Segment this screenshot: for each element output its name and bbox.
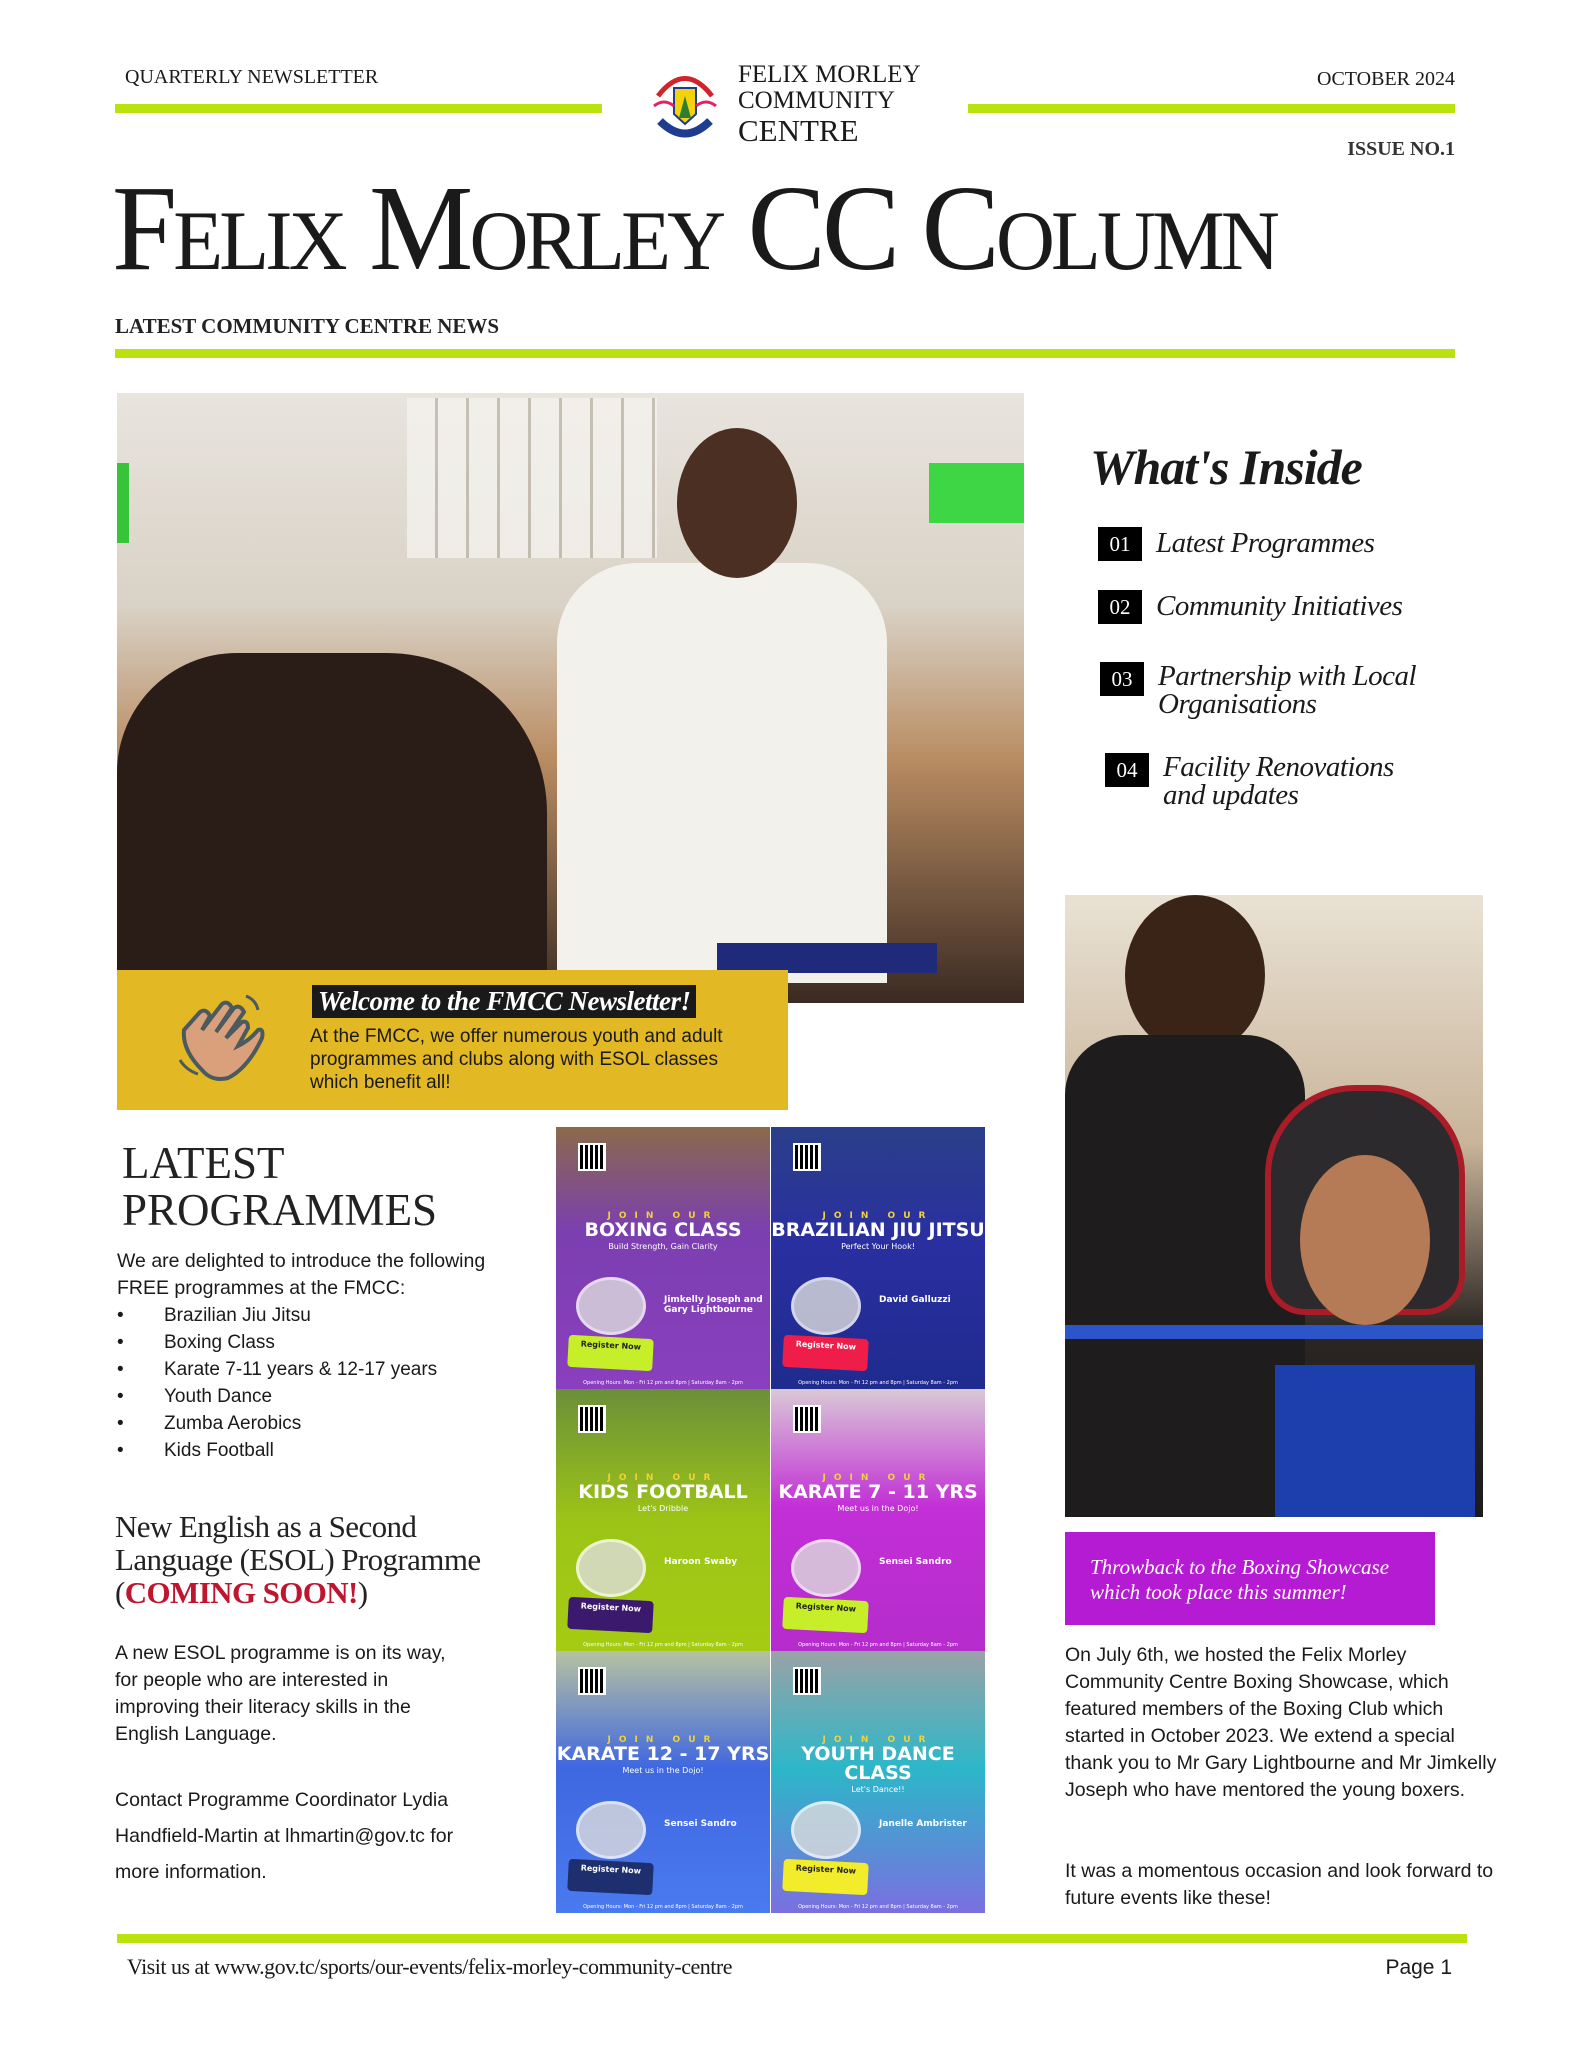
programme-flyer: [556, 1651, 770, 1913]
esol-contact: Contact Programme Coordinator Lydia Handfield-Martin at lhmartin@gov.tc for more information.: [115, 1789, 454, 1883]
logo-line: FELIX MORLEY: [738, 61, 921, 88]
flyer-join: JOIN OUR: [607, 1735, 719, 1745]
flyer-hours: Opening Hours: Mon - Fri 12 pm and 8pm | Saturday 8am - 2pm: [583, 1642, 743, 1648]
toc-label: Latest Programmes: [1156, 527, 1375, 559]
flyer-join: JOIN OUR: [822, 1735, 934, 1745]
logo-line: COMMUNITY: [738, 87, 895, 114]
flyer-instructor: Sensei Sandro: [664, 1819, 737, 1829]
flyer-photo: [576, 1539, 646, 1597]
flyer-title: KARATE 7 - 11 YRS: [778, 1481, 978, 1503]
toc-number: 01: [1098, 527, 1142, 561]
flyer-register: Register Now: [782, 1859, 869, 1895]
flyer-hours: Opening Hours: Mon - Fri 12 pm and 8pm | Saturday 8am - 2pm: [798, 1904, 958, 1910]
whats-inside-title: What's Inside: [1090, 439, 1362, 495]
flyer-hours: Opening Hours: Mon - Fri 12 pm and 8pm | Saturday 8am - 2pm: [583, 1904, 743, 1910]
programme-flyer: [556, 1389, 770, 1651]
footer-link[interactable]: Visit us at www.gov.tc/sports/our-events/felix-morley-community-centre: [127, 1954, 732, 1979]
page-number: Page 1: [1385, 1956, 1452, 1979]
welcome-heading: Welcome to the FMCC Newsletter!: [312, 985, 696, 1018]
esol-text: A new ESOL programme is on its way, for people who are interested in improving their literacy skills in the English Language.: [115, 1642, 446, 1745]
list-item: • Kids Football: [117, 1440, 274, 1461]
flyer-register: Register Now: [567, 1597, 654, 1633]
flyer-tagline: Meet us in the Dojo!: [622, 1766, 704, 1775]
qr-code-icon: [793, 1405, 821, 1433]
issue-number: ISSUE NO.1: [1347, 138, 1455, 160]
newsletter-label: QUARTERLY NEWSLETTER: [125, 66, 379, 88]
divider: [115, 104, 602, 113]
toc-item[interactable]: [1098, 527, 1374, 561]
flyer-register: Register Now: [567, 1859, 654, 1895]
qr-code-icon: [793, 1667, 821, 1695]
programmes-title-line: LATEST: [122, 1138, 285, 1188]
flyer-photo: [791, 1801, 861, 1859]
flyer-hours: Opening Hours: Mon - Fri 12 pm and 8pm | Saturday 8am - 2pm: [798, 1380, 958, 1386]
programme-flyer: [556, 1127, 770, 1389]
qr-code-icon: [578, 1143, 606, 1171]
list-item: • Brazilian Jiu Jitsu: [117, 1305, 311, 1326]
flyer-join: JOIN OUR: [822, 1473, 934, 1483]
welcome-text: At the FMCC, we offer numerous youth and adult programmes and clubs along with ESOL classes which benefit all!: [310, 1026, 723, 1093]
flyer-instructor: David Galluzzi: [879, 1295, 951, 1305]
programmes-title-line: PROGRAMMES: [122, 1185, 438, 1235]
flyer-photo: [791, 1277, 861, 1335]
programmes-title: [122, 1140, 437, 1234]
flyer-title: YOUTH DANCE CLASS: [801, 1743, 955, 1784]
divider: [115, 349, 1455, 358]
divider: [968, 104, 1455, 113]
programmes-intro: We are delighted to introduce the following FREE programmes at the FMCC:: [117, 1250, 486, 1299]
programme-flyer: [771, 1389, 985, 1651]
programme-flyer: [771, 1651, 985, 1913]
flyer-hours: Opening Hours: Mon - Fri 12 pm and 8pm | Saturday 8am - 2pm: [798, 1642, 958, 1648]
coming-soon-label: COMING SOON!: [124, 1575, 358, 1610]
boxing-closing: It was a momentous occasion and look forward to future events like these!: [1065, 1860, 1494, 1909]
flyer-instructor: Jimkelly Joseph and Gary Lightbourne: [664, 1295, 763, 1315]
flyer-photo: [791, 1539, 861, 1597]
waving-hand-icon: [172, 990, 272, 1095]
toc-label: Facility Renovations and updates: [1163, 751, 1394, 811]
flyer-tagline: Meet us in the Dojo!: [837, 1504, 919, 1513]
flyer-tagline: Perfect Your Hook!: [841, 1242, 915, 1251]
section-subtitle: LATEST COMMUNITY CENTRE NEWS: [115, 314, 500, 338]
toc-number: 04: [1105, 753, 1149, 787]
logo-line: CENTRE: [738, 113, 859, 148]
toc-label: Partnership with Local Organisations: [1158, 660, 1417, 720]
toc-number: 03: [1100, 662, 1144, 696]
toc-label: Community Initiatives: [1156, 590, 1403, 622]
toc-item[interactable]: [1098, 590, 1402, 624]
flyer-join: JOIN OUR: [607, 1211, 719, 1221]
logo-emblem: [650, 66, 720, 142]
boxing-showcase-photo: [1065, 895, 1483, 1517]
qr-code-icon: [793, 1143, 821, 1171]
flyer-register: Register Now: [567, 1335, 654, 1371]
flyer-register: Register Now: [782, 1597, 869, 1633]
programme-flyer: [771, 1127, 985, 1389]
flyer-title: BOXING CLASS: [584, 1219, 742, 1241]
boxing-caption: Throwback to the Boxing Showcase which took place this summer!: [1065, 1532, 1435, 1625]
flyer-tagline: Let's Dance!!: [851, 1785, 905, 1794]
page-title: Felix Morley CC Column: [112, 161, 1276, 296]
flyer-register: Register Now: [782, 1335, 869, 1371]
flyer-title: BRAZILIAN JIU JITSU: [771, 1219, 985, 1241]
list-item: • Boxing Class: [117, 1332, 275, 1353]
toc-item[interactable]: [1100, 662, 1418, 718]
list-item: • Karate 7-11 years & 12-17 years: [117, 1359, 438, 1380]
welcome-banner: [117, 970, 788, 1110]
qr-code-icon: [578, 1405, 606, 1433]
list-item: • Zumba Aerobics: [117, 1413, 302, 1434]
flyer-title: KIDS FOOTBALL: [578, 1481, 748, 1503]
flyer-join: JOIN OUR: [607, 1473, 719, 1483]
flyer-join: JOIN OUR: [822, 1211, 934, 1221]
flyer-instructor: Sensei Sandro: [879, 1557, 952, 1567]
toc-item[interactable]: [1105, 753, 1423, 809]
qr-code-icon: [578, 1667, 606, 1695]
flyer-hours: Opening Hours: Mon - Fri 12 pm and 8pm | Saturday 8am - 2pm: [583, 1380, 743, 1386]
flyer-instructor: Haroon Swaby: [664, 1557, 738, 1567]
esol-heading: New English as a Second Language (ESOL) Programme (COMING SOON!): [115, 1509, 481, 1610]
flyer-title: KARATE 12 - 17 YRS: [556, 1743, 770, 1765]
flyer-instructor: Janelle Ambrister: [879, 1819, 967, 1829]
flyer-tagline: Build Strength, Gain Clarity: [608, 1242, 718, 1251]
karate-class-photo: [117, 393, 1024, 1003]
boxing-paragraph: On July 6th, we hosted the Felix Morley Community Centre Boxing Showcase, which featured members of the Boxing Club which started in October 2023. We extend a special thank you to Mr Gary Lightbourne and Mr Jimkelly Joseph who have mentored the young boxers.: [1065, 1644, 1497, 1801]
toc-number: 02: [1098, 590, 1142, 624]
flyer-photo: [576, 1277, 646, 1335]
issue-date: OCTOBER 2024: [1317, 68, 1455, 90]
flyer-tagline: Let's Dribble: [637, 1504, 689, 1513]
logo-text: [738, 62, 921, 148]
flyer-photo: [576, 1801, 646, 1859]
programmes-list: [117, 1302, 437, 1464]
list-item: • Youth Dance: [117, 1386, 273, 1407]
divider: [117, 1934, 1467, 1943]
